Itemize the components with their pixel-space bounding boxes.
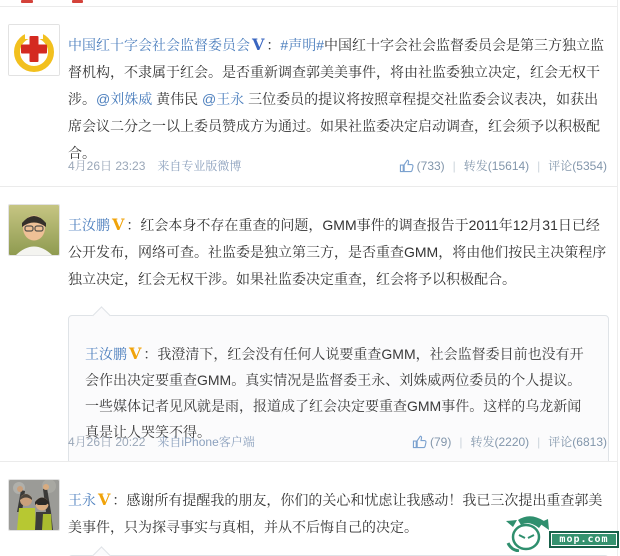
colon: ： (126, 217, 141, 233)
verified-person-badge-icon: V (129, 344, 142, 363)
verified-org-badge-icon: V (252, 35, 265, 54)
body-text: 中国红十字会社会监督委员会是第三方独立监督机构，不隶属于红会。是否重新调查郭美美事件，将由社监委独立决定，红会无权干涉。 (68, 37, 604, 107)
verified-person-badge-icon: V (112, 215, 125, 234)
post-timestamp[interactable]: 4月26日 23:23 (68, 159, 146, 173)
body-text: 红会本身不存在重查的问题，GMM事件的调查报告于2011年12月31日已经公开发布，网络可查。社监委是独立第三方，是否重查GMM，将由他们按民主决策程序独立决定，红会无权干涉。如果社监委决定重查，红会将予以积极配合。 (68, 217, 607, 287)
mention-link[interactable]: @刘姝威 (96, 91, 153, 107)
topic-link[interactable]: #声明# (280, 37, 324, 53)
like-button[interactable] (399, 159, 445, 173)
quoted-author-link[interactable]: 王汝鹏 (85, 346, 127, 362)
colon: ： (266, 37, 281, 53)
quote-pointer (92, 546, 110, 556)
body-text: 三位委员的提议将按照章程提交社监委会议表决，如获出席会议二分之一以上委员赞成方为通过。如果社监委决定启动调查，红会须予以积极配合。 (68, 91, 600, 161)
colon: ： (143, 346, 158, 362)
mop-watermark (503, 514, 619, 552)
thumb-up-icon (412, 435, 427, 449)
comment-button[interactable]: 评论(5354) (548, 159, 607, 173)
quote-pointer (92, 306, 110, 324)
colon: ： (112, 492, 127, 508)
quoted-body-text: 我澄清下，红会没有任何人说要重查GMM，社会监督委目前也没有开会作出决定要重查GMM。真实情况是监督委王永、刘姝威两位委员的个人提议。一些媒体记者见风就是雨，报道成了红会决定要重查GMM事件。这样的乌龙新闻真是让人哭笑不得。 (85, 346, 584, 440)
post-footer (68, 433, 607, 450)
cropped-post-above (0, 0, 617, 7)
post-footer (68, 157, 607, 174)
author-link[interactable]: 王永 (68, 492, 96, 508)
feed-post-wangrupeng (0, 186, 617, 462)
post-timestamp[interactable]: 4月26日 20:22 (68, 435, 146, 449)
verified-person-badge-icon: V (98, 490, 111, 509)
post-source-link[interactable]: 来自专业版微博 (157, 159, 242, 173)
separator: | (537, 158, 541, 173)
repost-button[interactable]: 转发(2220) (470, 435, 530, 449)
feed-post-redcross-committee (0, 7, 617, 186)
thumb-up-icon (399, 159, 414, 173)
separator: | (452, 158, 456, 173)
avatar-wangyong[interactable] (8, 479, 60, 531)
comment-button[interactable]: 评论(6813) (548, 435, 607, 449)
redcross-emblem-icon (9, 25, 59, 75)
avatar-redcross-committee[interactable] (8, 24, 60, 76)
post-actions (399, 157, 607, 174)
post-source-link[interactable]: 来自iPhone客户端 (157, 435, 255, 449)
like-count: (79) (430, 434, 452, 449)
portrait-two-people-icon (9, 480, 59, 530)
like-button[interactable] (412, 435, 451, 449)
author-link[interactable]: 中国红十字会社会监督委员会 (68, 37, 250, 53)
author-link[interactable]: 王汝鹏 (68, 217, 110, 233)
mop-cat-icon (503, 514, 553, 552)
portrait-man-glasses-icon (9, 205, 59, 255)
mention-link[interactable]: @王永 (202, 91, 245, 107)
post-text (68, 31, 609, 167)
meta-left (68, 157, 241, 174)
like-count: (733) (416, 158, 445, 173)
post-text (68, 211, 609, 293)
quoted-post-text (85, 341, 592, 445)
repost-button[interactable]: 转发(15614) (463, 159, 530, 173)
cropped-red-fragment (21, 0, 33, 3)
body-text: 感谢所有提醒我的朋友，你们的关心和忧虑让我感动！我已三次提出重查郭美美事件，只为探寻事实与真相，并从不后悔自己的决定。 (68, 492, 603, 535)
feed-right-border (617, 0, 618, 556)
post-actions (412, 433, 607, 450)
body-text: 黄伟民 (152, 91, 202, 107)
avatar-wangrupeng[interactable] (8, 204, 60, 256)
mop-watermark-label: mop.com (549, 531, 619, 548)
cropped-red-fragment (72, 0, 83, 3)
separator: | (459, 434, 463, 449)
separator: | (537, 434, 541, 449)
meta-left (68, 433, 255, 450)
